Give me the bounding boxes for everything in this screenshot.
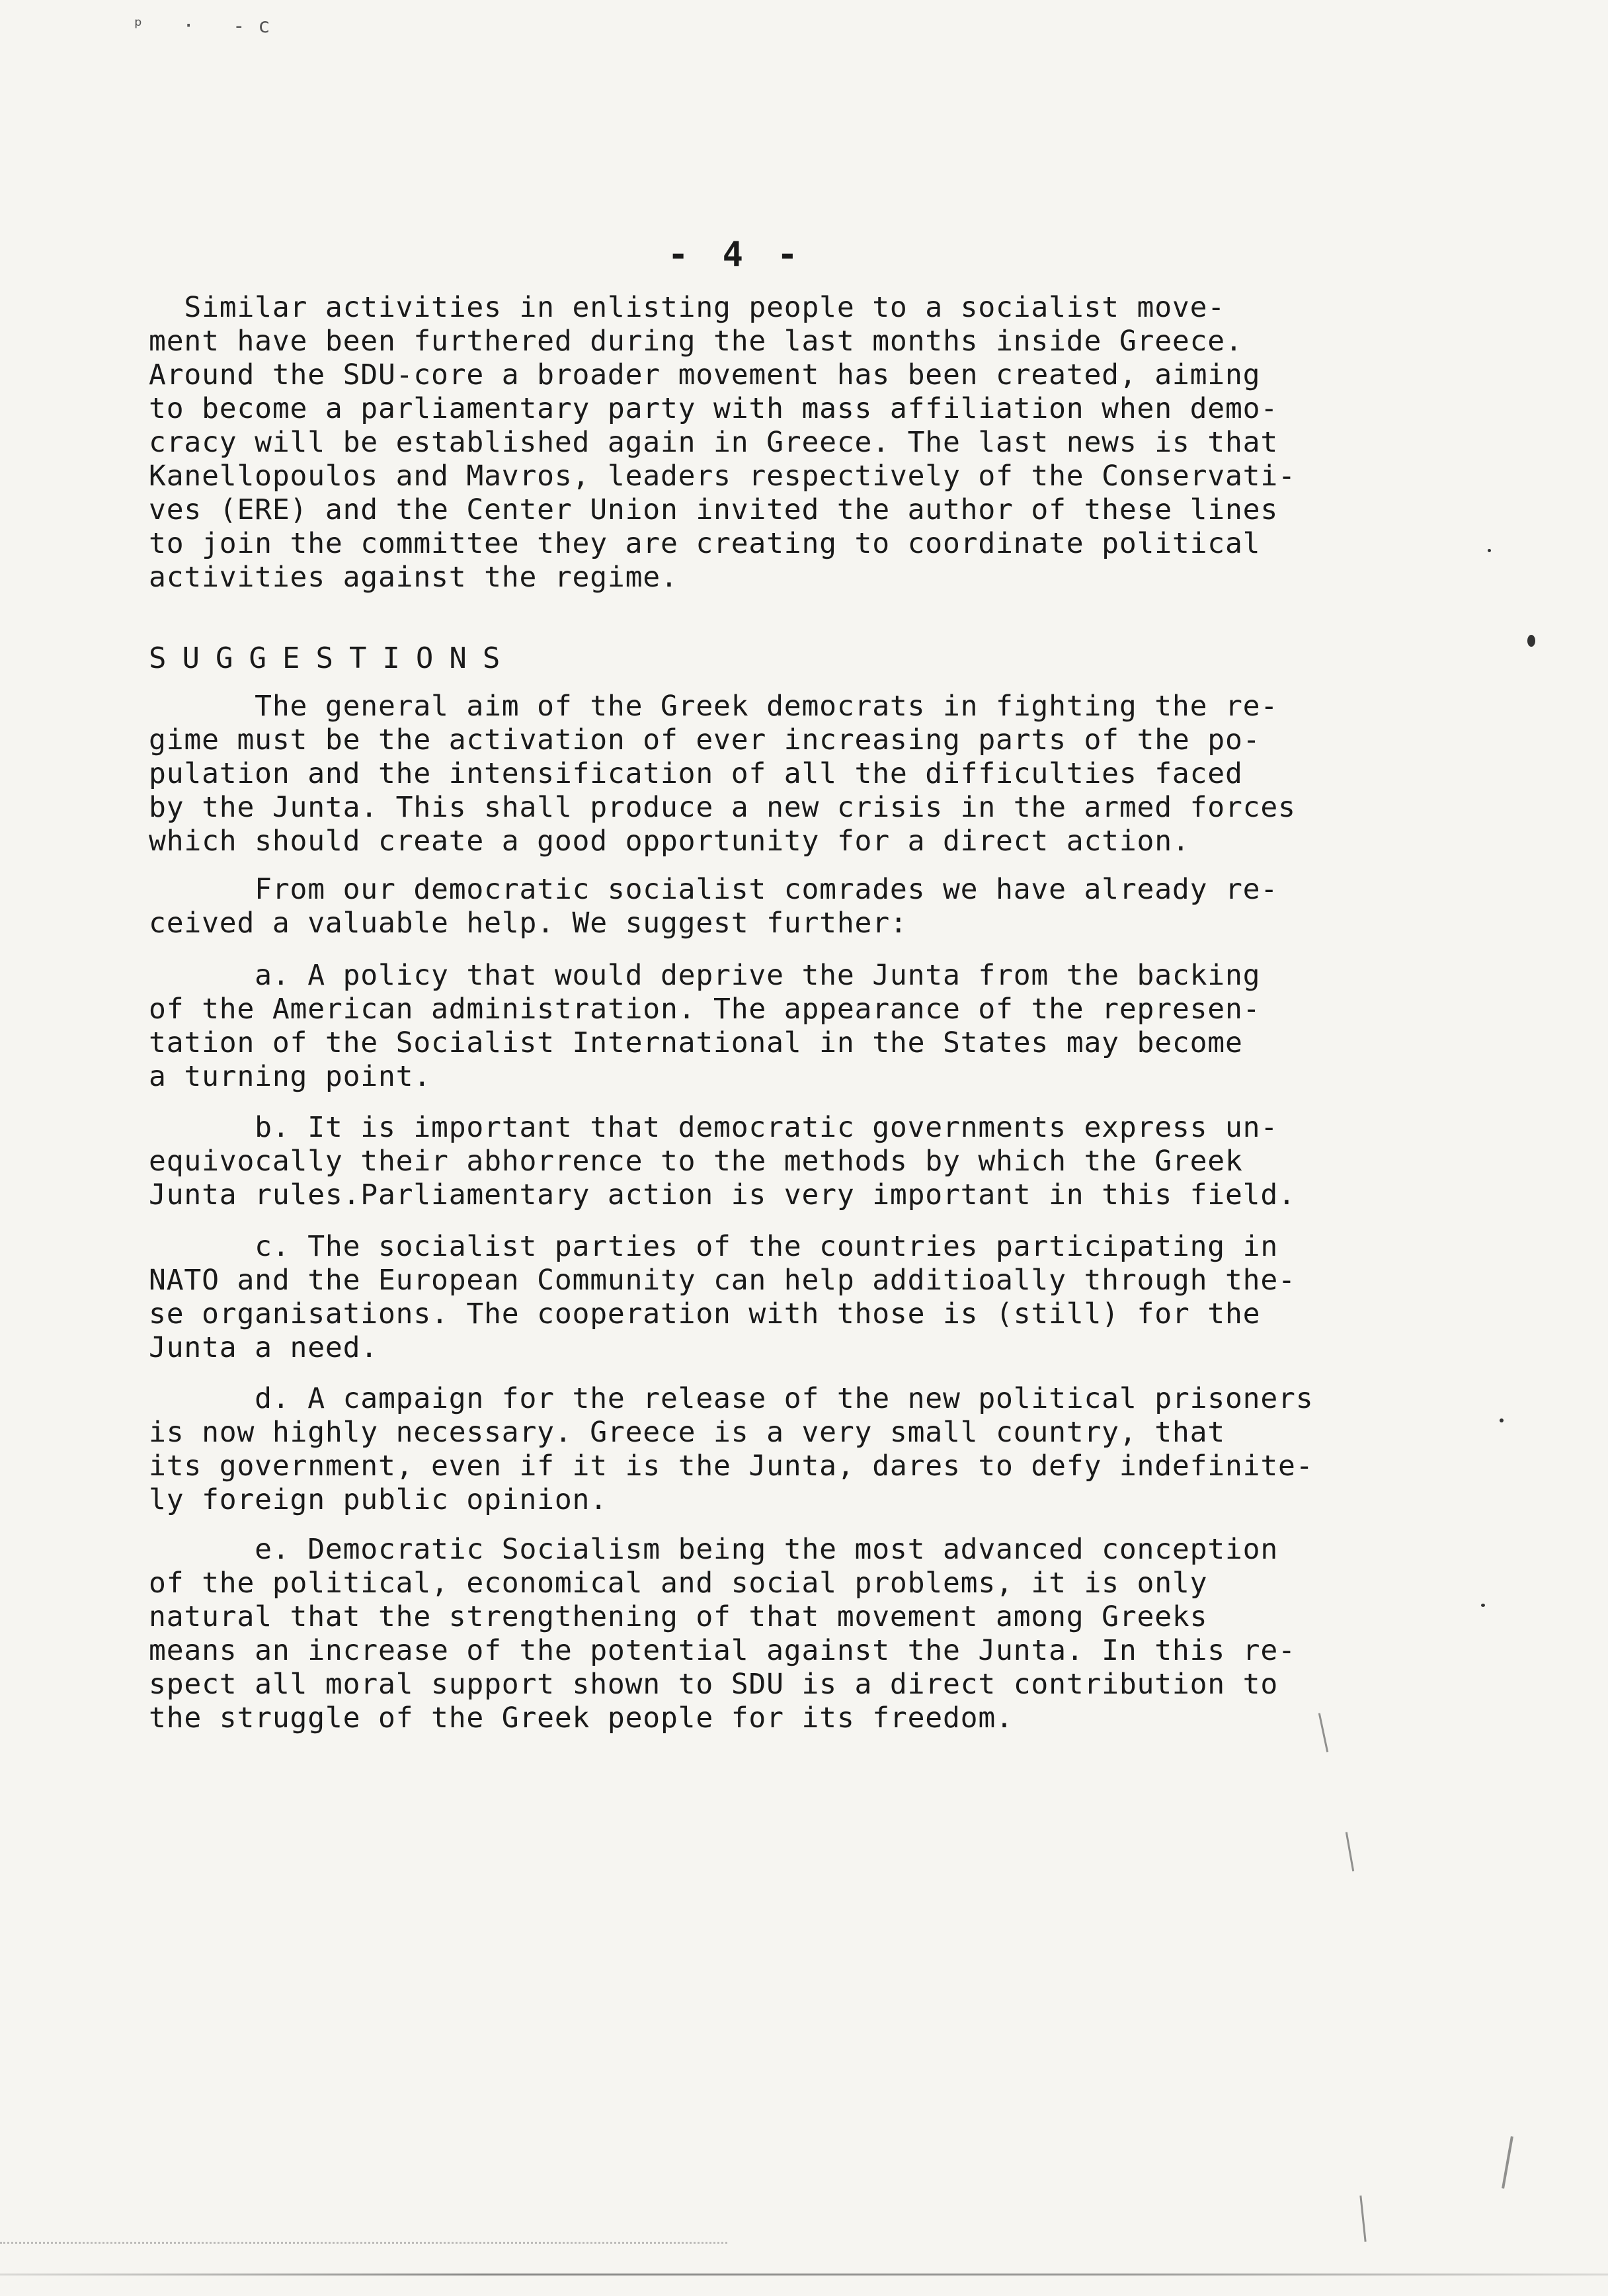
text-line: to join the committee they are creating to coordinate political bbox=[149, 527, 1261, 560]
text-line: ceived a valuable help. We suggest further: bbox=[149, 907, 908, 940]
text-line: ly foreign public opinion. bbox=[149, 1483, 608, 1516]
text-line: Junta a need. bbox=[149, 1331, 378, 1364]
text-line: e. Democratic Socialism being the most advanced conception bbox=[149, 1533, 1279, 1566]
text-line: ment have been furthered during the last months inside Greece. bbox=[149, 325, 1243, 358]
text-line: Similar activities in enlisting people to a socialist move- bbox=[149, 291, 1225, 324]
text-line: equivocally their abhorrence to the methods by which the Greek bbox=[149, 1145, 1243, 1178]
text-line: its government, even if it is the Junta, dares to defy indefinite- bbox=[149, 1450, 1314, 1483]
text-line: Junta rules.Parliamentary action is very important in this field. bbox=[149, 1178, 1296, 1211]
text-line: a. A policy that would deprive the Junta from the backing bbox=[149, 959, 1261, 992]
scan-dotted-rule bbox=[0, 2242, 727, 2245]
text-line: of the political, economical and social problems, it is only bbox=[149, 1567, 1208, 1600]
paragraph-activities bbox=[149, 291, 1478, 594]
paragraph-comrades bbox=[149, 873, 1478, 940]
text-line: tation of the Socialist International in the States may become bbox=[149, 1026, 1243, 1059]
scan-stroke bbox=[1502, 2136, 1513, 2188]
corner-mark: ᵖ · ‐c bbox=[132, 15, 284, 38]
text-line: of the American administration. The appearance of the represen- bbox=[149, 993, 1261, 1026]
text-line: is now highly necessary. Greece is a very small country, that bbox=[149, 1416, 1225, 1449]
text-line: The general aim of the Greek democrats in fighting the re- bbox=[149, 690, 1279, 723]
text-line: Around the SDU-core a broader movement has been created, aiming bbox=[149, 358, 1261, 391]
section-heading: SUGGESTIONS bbox=[149, 641, 516, 675]
suggestion-item-e bbox=[149, 1533, 1478, 1735]
scan-stroke bbox=[1359, 2195, 1366, 2242]
text-line: a turning point. bbox=[149, 1060, 432, 1093]
text-line: which should create a good opportunity for a direct action. bbox=[149, 825, 1190, 858]
suggestion-item-c bbox=[149, 1230, 1478, 1365]
text-line: to become a parliamentary party with mass affiliation when demo- bbox=[149, 392, 1279, 425]
text-line: natural that the strengthening of that movement among Greeks bbox=[149, 1600, 1208, 1633]
suggestion-item-d bbox=[149, 1382, 1478, 1517]
text-line: by the Junta. This shall produce a new crisis in the armed forces bbox=[149, 791, 1296, 824]
text-line: d. A campaign for the release of the new political prisoners bbox=[149, 1382, 1314, 1415]
text-line: From our democratic socialist comrades we have already re- bbox=[149, 873, 1279, 906]
scan-stroke bbox=[1346, 1832, 1354, 1871]
text-line: c. The socialist parties of the countries participating in bbox=[149, 1230, 1279, 1263]
suggestion-item-a bbox=[149, 959, 1478, 1094]
text-line: Kanellopoulos and Mavros, leaders respectively of the Conservati- bbox=[149, 460, 1296, 493]
text-line: gime must be the activation of ever increasing parts of the po- bbox=[149, 723, 1261, 757]
page-number: - 4 - bbox=[668, 235, 805, 274]
text-line: cracy will be established again in Greece. The last news is that bbox=[149, 426, 1279, 459]
text-line: spect all moral support shown to SDU is a direct contribution to bbox=[149, 1668, 1279, 1701]
text-line: se organisations. The cooperation with those is (still) for the bbox=[149, 1297, 1261, 1331]
text-line: pulation and the intensification of all the difficulties faced bbox=[149, 757, 1243, 790]
text-line: means an increase of the potential against the Junta. In this re- bbox=[149, 1634, 1296, 1667]
text-line: NATO and the European Community can help additioally through the- bbox=[149, 1264, 1296, 1297]
text-line: activities against the regime. bbox=[149, 561, 678, 594]
text-line: the struggle of the Greek people for its freedom. bbox=[149, 1702, 1014, 1735]
scan-speck bbox=[1500, 1418, 1504, 1422]
scan-speck bbox=[1481, 1604, 1485, 1607]
text-line: b. It is important that democratic governments express un- bbox=[149, 1111, 1279, 1144]
paragraph-general-aim bbox=[149, 690, 1478, 858]
text-line: ves (ERE) and the Center Union invited the author of these lines bbox=[149, 493, 1279, 526]
scan-speck bbox=[1488, 549, 1491, 552]
suggestion-item-b bbox=[149, 1111, 1478, 1212]
scan-speck bbox=[1527, 635, 1535, 647]
scan-bottom-edge bbox=[0, 2274, 1608, 2276]
